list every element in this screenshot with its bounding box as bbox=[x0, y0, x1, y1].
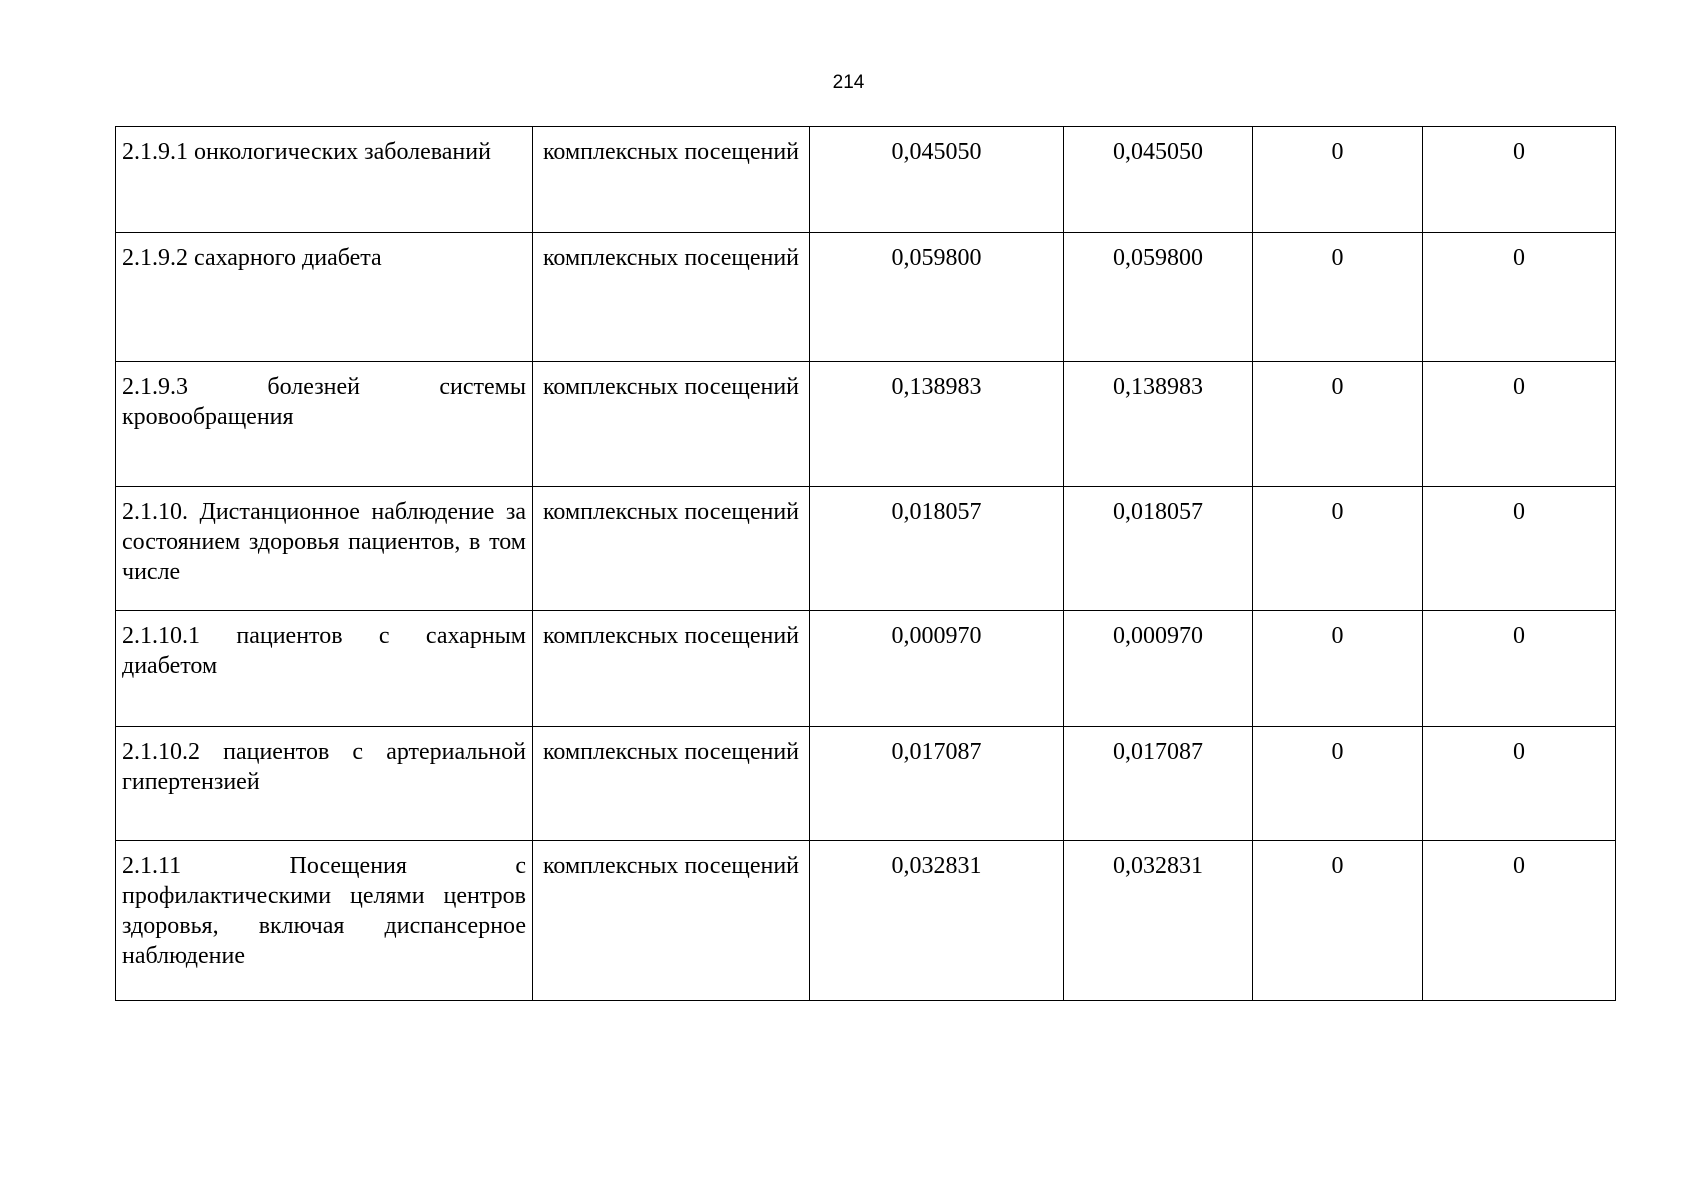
table-row bbox=[116, 362, 1616, 487]
table-row bbox=[116, 841, 1616, 1001]
value-cell-2: 0,017087 bbox=[1064, 727, 1253, 841]
table-row bbox=[116, 611, 1616, 727]
row-name-cell: 2.1.10.1 пациентов с сахарным диабетом bbox=[116, 611, 533, 727]
table-row bbox=[116, 487, 1616, 611]
table-row bbox=[116, 127, 1616, 233]
value-cell-2: 0,018057 bbox=[1064, 487, 1253, 611]
value-cell-2: 0,059800 bbox=[1064, 233, 1253, 362]
value-cell-2: 0,138983 bbox=[1064, 362, 1253, 487]
value-cell-1: 0,138983 bbox=[810, 362, 1064, 487]
value-cell-1: 0,000970 bbox=[810, 611, 1064, 727]
table-row bbox=[116, 727, 1616, 841]
row-name-cell: 2.1.9.1 онкологических заболеваний bbox=[116, 127, 533, 233]
value-cell-4: 0 bbox=[1423, 611, 1616, 727]
value-cell-2: 0,000970 bbox=[1064, 611, 1253, 727]
value-cell-2: 0,032831 bbox=[1064, 841, 1253, 1001]
row-name-cell: 2.1.10. Дистанционное наблюдение за состоянием здоровья пациентов, в том числе bbox=[116, 487, 533, 611]
value-cell-3: 0 bbox=[1253, 727, 1423, 841]
row-name-cell: 2.1.9.2 сахарного диабета bbox=[116, 233, 533, 362]
value-cell-1: 0,032831 bbox=[810, 841, 1064, 1001]
value-cell-1: 0,018057 bbox=[810, 487, 1064, 611]
value-cell-3: 0 bbox=[1253, 233, 1423, 362]
data-table bbox=[115, 126, 1616, 1001]
value-cell-3: 0 bbox=[1253, 841, 1423, 1001]
value-cell-1: 0,059800 bbox=[810, 233, 1064, 362]
unit-cell: комплексных посещений bbox=[533, 487, 810, 611]
unit-cell: комплексных посещений bbox=[533, 233, 810, 362]
value-cell-4: 0 bbox=[1423, 233, 1616, 362]
row-name-cell: 2.1.9.3 болезней системы кровообращения bbox=[116, 362, 533, 487]
unit-cell: комплексных посещений bbox=[533, 611, 810, 727]
value-cell-3: 0 bbox=[1253, 362, 1423, 487]
value-cell-4: 0 bbox=[1423, 127, 1616, 233]
value-cell-1: 0,017087 bbox=[810, 727, 1064, 841]
table-row bbox=[116, 233, 1616, 362]
value-cell-4: 0 bbox=[1423, 727, 1616, 841]
value-cell-3: 0 bbox=[1253, 127, 1423, 233]
value-cell-4: 0 bbox=[1423, 487, 1616, 611]
unit-cell: комплексных посещений bbox=[533, 841, 810, 1001]
value-cell-3: 0 bbox=[1253, 487, 1423, 611]
row-name-cell: 2.1.10.2 пациентов с артериальной гипертензией bbox=[116, 727, 533, 841]
value-cell-4: 0 bbox=[1423, 362, 1616, 487]
value-cell-4: 0 bbox=[1423, 841, 1616, 1001]
page-number: 214 bbox=[832, 72, 865, 93]
value-cell-1: 0,045050 bbox=[810, 127, 1064, 233]
unit-cell: комплексных посещений bbox=[533, 127, 810, 233]
unit-cell: комплексных посещений bbox=[533, 362, 810, 487]
value-cell-3: 0 bbox=[1253, 611, 1423, 727]
value-cell-2: 0,045050 bbox=[1064, 127, 1253, 233]
row-name-cell: 2.1.11 Посещения с профилактическими целями центров здоровья, включая диспансерное наблюдение bbox=[116, 841, 533, 1001]
unit-cell: комплексных посещений bbox=[533, 727, 810, 841]
